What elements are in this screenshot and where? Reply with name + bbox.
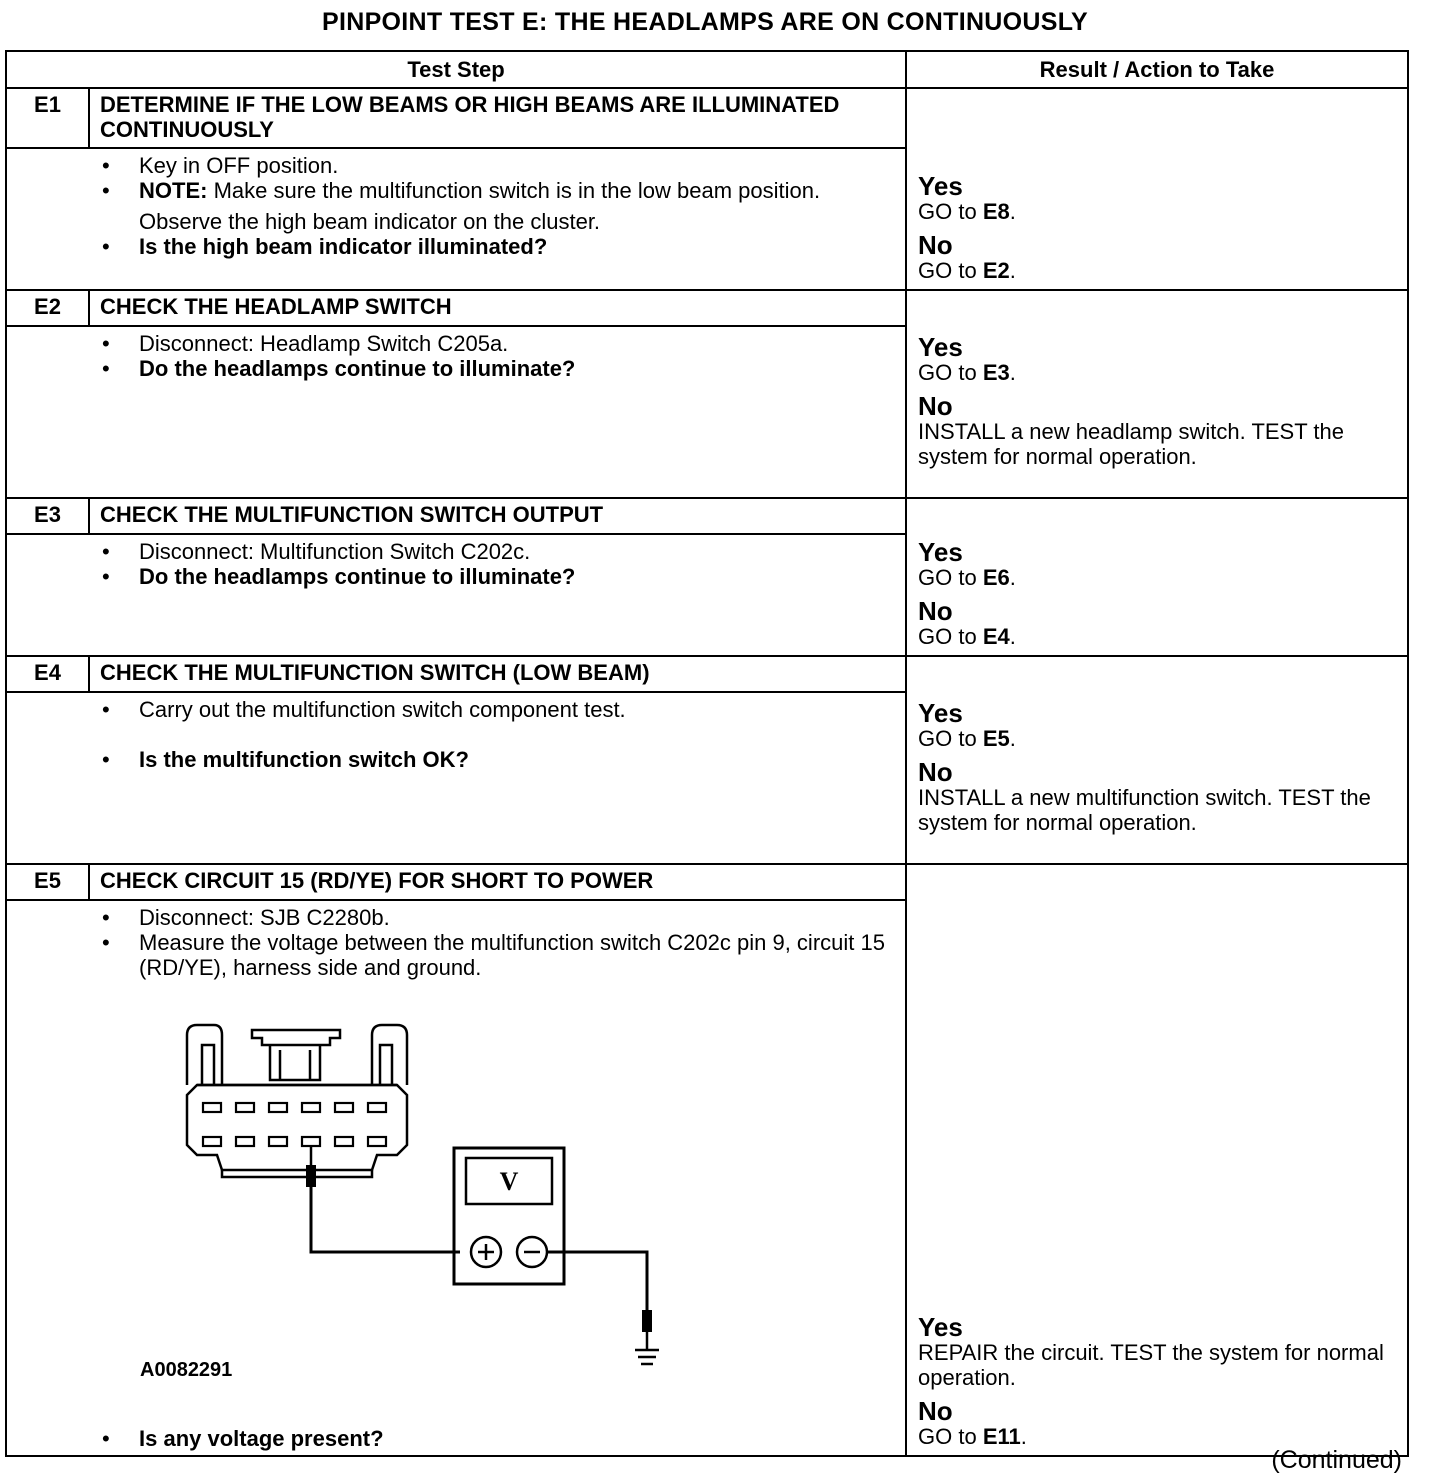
table-header-row: [6, 51, 1408, 88]
step-heading: DETERMINE IF THE LOW BEAMS OR HIGH BEAMS ARE ILLUMINATED CONTINUOUSLY: [89, 88, 906, 148]
yes-action: GO to E8.: [918, 199, 1016, 224]
yes-action: REPAIR the circuit. TEST the system for normal operation.: [918, 1340, 1384, 1390]
no-label: No: [918, 757, 953, 787]
list-item: • Is any voltage present?: [102, 1426, 384, 1451]
no-action: GO to E11.: [918, 1424, 1027, 1449]
voltage-measurement-figure: [102, 990, 662, 1430]
yes-action: GO to E6.: [918, 565, 1016, 590]
step-e1-heading-row: [6, 88, 1408, 148]
step-heading: CHECK THE MULTIFUNCTION SWITCH OUTPUT: [89, 498, 906, 534]
list-item: • Do the headlamps continue to illuminate?: [102, 564, 576, 589]
no-action: GO to E4.: [918, 624, 1016, 649]
step-body: [6, 900, 906, 1456]
figure-id: A0082291: [140, 1359, 233, 1381]
list-item: • Disconnect: SJB C2280b.: [102, 905, 390, 930]
connector-body: [187, 1085, 407, 1170]
list-item: • Is the multifunction switch OK?: [102, 747, 469, 772]
step-e2-heading-row: [6, 290, 1408, 326]
pinpoint-test-table: [5, 50, 1409, 1457]
step-id: E2: [6, 290, 89, 326]
note-label: NOTE:: [139, 178, 208, 203]
yes-action: GO to E5.: [918, 726, 1016, 751]
header-test-step: Test Step: [6, 51, 906, 88]
no-action: GO to E2.: [918, 258, 1016, 283]
continued-label: (Continued): [1271, 1446, 1402, 1474]
list-item: • Is the high beam indicator illuminated?: [102, 234, 548, 259]
list-item: • Do the headlamps continue to illuminate?: [102, 356, 576, 381]
no-label: No: [918, 230, 953, 260]
yes-label: Yes: [918, 537, 963, 567]
step-id: E3: [6, 498, 89, 534]
list-item: • NOTE: Make sure the multifunction switch is in the low beam position.: [102, 178, 821, 203]
list-item: • Measure the voltage between the multifunction switch C202c pin 9, circuit 15 (RD/YE), harness side and ground.: [102, 930, 885, 980]
step-e5-result: [906, 864, 1408, 1456]
no-action: INSTALL a new headlamp switch. TEST the system for normal operation.: [918, 419, 1344, 469]
step-e1-result: [906, 88, 1408, 290]
list-item: • Disconnect: Headlamp Switch C205a.: [102, 331, 509, 356]
positive-probe-lead: [306, 1146, 460, 1252]
yes-label: Yes: [918, 332, 963, 362]
list-item: • Carry out the multifunction switch component test.: [102, 697, 626, 722]
yes-label: Yes: [918, 698, 963, 728]
list-item: Observe the high beam indicator on the cluster.: [139, 209, 601, 234]
meter-label: V: [499, 1167, 519, 1196]
step-body: [6, 534, 906, 656]
step-e4-heading-row: [6, 656, 1408, 692]
yes-label: Yes: [918, 1312, 963, 1342]
step-body: [6, 326, 906, 498]
step-body: [6, 148, 906, 290]
terminal-cavities: [203, 1103, 386, 1146]
step-heading: CHECK THE HEADLAMP SWITCH: [89, 290, 906, 326]
step-e4-result: [906, 656, 1408, 864]
step-id: E1: [6, 88, 89, 148]
page-title: PINPOINT TEST E: THE HEADLAMPS ARE ON CONTINUOUSLY: [322, 8, 1088, 36]
step-heading: CHECK CIRCUIT 15 (RD/YE) FOR SHORT TO POWER: [89, 864, 906, 900]
no-label: No: [918, 596, 953, 626]
no-label: No: [918, 1396, 953, 1426]
header-result: Result / Action to Take: [906, 51, 1408, 88]
step-id: E5: [6, 864, 89, 900]
step-body: [6, 692, 906, 864]
list-item: • Disconnect: Multifunction Switch C202c.: [102, 539, 531, 564]
step-e2-result: [906, 290, 1408, 498]
yes-action: GO to E3.: [918, 360, 1016, 385]
yes-label: Yes: [918, 171, 963, 201]
step-e3-result: [906, 498, 1408, 656]
step-e3-heading-row: [6, 498, 1408, 534]
list-item: • Key in OFF position.: [102, 153, 339, 178]
no-label: No: [918, 391, 953, 421]
step-heading: CHECK THE MULTIFUNCTION SWITCH (LOW BEAM): [89, 656, 906, 692]
step-id: E4: [6, 656, 89, 692]
step-e5-heading-row: [6, 864, 1408, 900]
no-action: INSTALL a new multifunction switch. TEST the system for normal operation.: [918, 785, 1371, 835]
